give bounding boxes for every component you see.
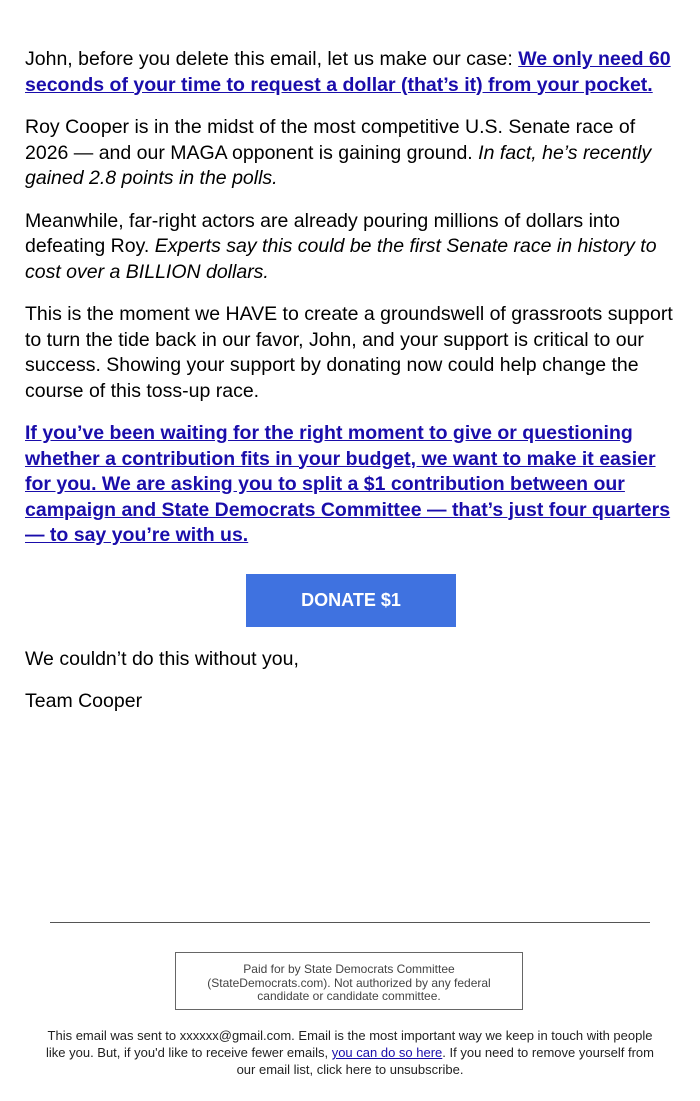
intro-donate-link[interactable]: We only need 60 seconds of your time to request a dollar (that’s it) from your pocket. [25, 48, 671, 96]
disclaimer-line-1: Paid for by State Democrats Committee [243, 962, 455, 976]
footer-unsubscribe-text: . If you need to remove yourself from our email list, click here to unsubscribe. [236, 1045, 654, 1077]
footer-text: This email was sent to xxxxxx@gmail.com. Email is the most important way we keep in touch with people like you. But, if you'd like to receive fewer emails, [45, 1028, 653, 1060]
donate-button-container [25, 574, 677, 627]
disclaimer-line-3: candidate or candidate committee. [257, 989, 441, 1003]
paragraph-intro [25, 47, 677, 98]
paragraph-race [25, 115, 677, 192]
disclaimer-line-2: (StateDemocrats.com). Not authorized by any federal [207, 975, 491, 990]
paragraph-ask [25, 421, 677, 549]
fewer-emails-link[interactable]: you can do so here [331, 1045, 443, 1060]
spending-italic-text: Experts say this could be the first Senate race in history to cost over a BILLION dollars. [25, 235, 657, 283]
paragraph-spending [25, 209, 677, 286]
email-body [25, 47, 677, 732]
email-footer [40, 1027, 660, 1078]
spending-text: Meanwhile, far-right actors are already pouring millions of dollars into defeating Roy. [25, 209, 621, 257]
footer-divider [50, 922, 650, 923]
signature: Team Cooper [25, 690, 143, 712]
paragraph-moment: This is the moment we HAVE to create a groundswell of grassroots support to turn the tide back in our favor, John, and your support is critical to our success. Showing your support by donating now could help change the course of this toss-up race. [25, 303, 673, 402]
race-italic-text: In fact, he’s recently gained 2.8 points in the polls. [25, 141, 652, 189]
intro-text: John, before you delete this email, let us make our case: [25, 48, 519, 70]
paid-for-disclaimer [175, 952, 523, 1010]
donate-button[interactable]: DONATE $1 [246, 574, 456, 627]
signoff-line: We couldn’t do this without you, [25, 647, 299, 670]
race-text: Roy Cooper is in the midst of the most competitive U.S. Senate race of 2026 — and our MAGA opponent is gaining ground. [25, 116, 636, 164]
ask-donate-link[interactable]: If you’ve been waiting for the right moment to give or questioning whether a contribution fits in your budget, we want to make it easier for you. We are asking you to split a $1 contribution between our campaign and State Democrats Committee — that’s just four quarters — to say you’re with us. [25, 422, 671, 546]
